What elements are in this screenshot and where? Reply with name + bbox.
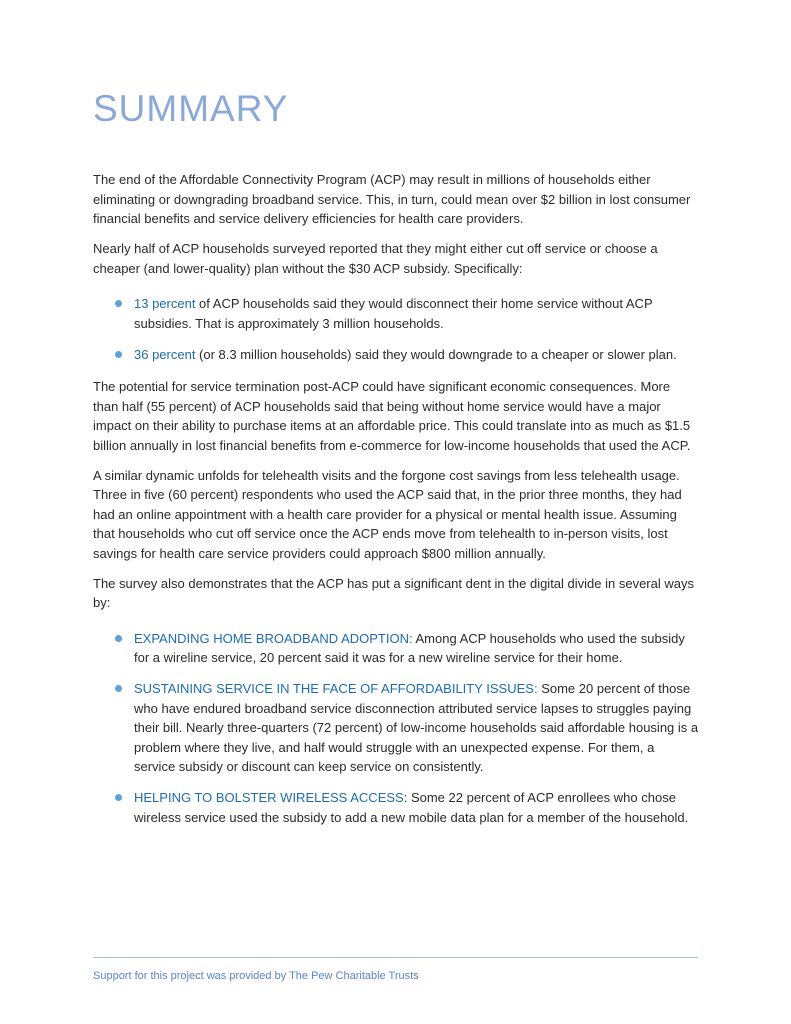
list-item (93, 294, 699, 333)
digital-divide-list (93, 629, 699, 828)
list-item-text: Among ACP households who used the subsidy for a wireline service, 20 percent said it was for a new wireline service for their home. (134, 630, 685, 665)
disconnect-stats-list (93, 294, 699, 364)
footer-divider (93, 957, 698, 958)
bullet-icon (115, 794, 122, 801)
list-item-text: Some 20 percent of those who have endured broadband service disconnection attributed service lapses to struggles paying their bill. Nearly three-quarters (72 percent) of low-income households said affordable housing is a problem where they live, and half would struggle with an unexpected expense. For them, a service subsidy or discount can keep service on consistently. (134, 681, 699, 774)
bullet-icon (115, 351, 122, 358)
finding-highlight: EXPANDING HOME BROADBAND ADOPTION: (134, 630, 413, 646)
digital-divide-paragraph: The survey also demonstrates that the ACP has put a significant dent in the digital divide in several ways by: (93, 575, 694, 610)
list-item (93, 345, 699, 365)
footer-credit: Support for this project was provided by The Pew Charitable Trusts (93, 970, 419, 982)
telehealth-paragraph: A similar dynamic unfolds for telehealth visits and the forgone cost savings from less telehealth usage. Three in five (60 percent) respondents who used the ACP said that, in the prior three months, they had had an online appointment with a health care provider for a physical or mental health issue. Assuming that households who cut off service once the ACP ends move from telehealth to in-person visits, lost savings for health care service providers could approach $800 million annually. (93, 467, 682, 561)
list-item (93, 629, 699, 668)
page-title: SUMMARY (93, 88, 289, 129)
list-item (93, 679, 699, 777)
intro-paragraph: The end of the Affordable Connectivity Program (ACP) may result in millions of households either eliminating or downgrading broadband service. This, in turn, could mean over $2 billion in lost consumer financial benefits and service delivery efficiencies for health care providers. (93, 172, 691, 226)
list-item-text: of ACP households said they would disconnect their home service without ACP subsidies. That is approximately 3 million households. (134, 296, 653, 331)
finding-highlight: SUSTAINING SERVICE IN THE FACE OF AFFORDABILITY ISSUES: (134, 681, 538, 696)
list-item (93, 788, 699, 827)
stat-highlight: 36 percent (134, 346, 196, 362)
bullet-icon (115, 685, 122, 692)
bullet-icon (115, 300, 122, 307)
list-item-text: (or 8.3 million households) said they would downgrade to a cheaper or slower plan. (195, 346, 677, 362)
economic-paragraph: The potential for service termination post-ACP could have significant economic consequences. More than half (55 percent) of ACP households said that being without home service would have a major impact on their ability to purchase items at an affordable price. This could translate into as much as $1.5 billion annually in lost financial benefits from e-commerce for low-income households that used the ACP. (93, 379, 691, 453)
survey-paragraph: Nearly half of ACP households surveyed reported that they might either cut off service or choose a cheaper (and lower-quality) plan without the $30 ACP subsidy. Specifically: (93, 241, 658, 276)
list-item-text: : Some 22 percent of ACP enrollees who chose wireless service used the subsidy to add a new mobile data plan for a member of the household. (134, 790, 689, 825)
stat-highlight: 13 percent (134, 296, 196, 311)
finding-highlight: HELPING TO BOLSTER WIRELESS ACCESS (134, 790, 404, 805)
summary-body (93, 170, 699, 840)
bullet-icon (115, 635, 122, 642)
